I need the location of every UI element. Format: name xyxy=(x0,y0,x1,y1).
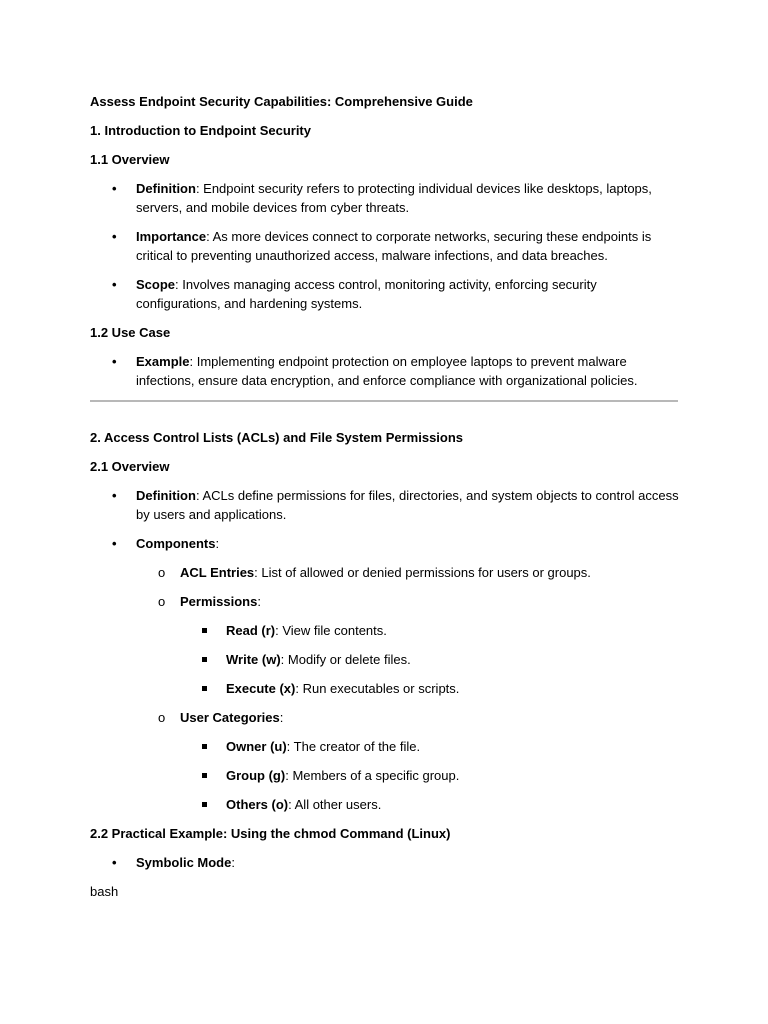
item-term: Importance xyxy=(136,229,207,244)
item-term: Components xyxy=(136,536,216,551)
list-item-components xyxy=(90,534,680,553)
item-text: : All other users. xyxy=(288,797,382,812)
list-item-scope xyxy=(90,275,680,313)
circle-bullet-icon: o xyxy=(158,565,166,580)
bullet-icon: • xyxy=(112,536,117,551)
bullet-icon: • xyxy=(112,229,117,244)
square-bullet-icon xyxy=(202,628,207,633)
section-1-2-heading: 1.2 Use Case xyxy=(90,325,171,340)
section-1-1-heading: 1.1 Overview xyxy=(90,152,170,167)
subsublist-item-write xyxy=(90,650,680,669)
square-bullet-icon xyxy=(202,773,207,778)
item-text: : View file contents. xyxy=(275,623,387,638)
item-text: : Involves managing access control, monitoring activity, enforcing security configurations, and hardening systems. xyxy=(136,277,597,311)
item-text: : ACLs define permissions for files, directories, and system objects to control access by users and applications. xyxy=(136,488,679,522)
item-term: Owner (u) xyxy=(226,739,287,754)
item-term: Symbolic Mode xyxy=(136,855,232,870)
bullet-icon: • xyxy=(112,277,117,292)
list-item-acl-definition xyxy=(90,486,680,524)
subsublist-item-owner xyxy=(90,737,680,756)
item-term: Others (o) xyxy=(226,797,289,812)
item-term: Definition xyxy=(136,488,196,503)
bullet-icon: • xyxy=(112,354,117,369)
subsublist-item-group xyxy=(90,766,680,785)
item-term: Definition xyxy=(136,181,196,196)
item-term: Write (w) xyxy=(226,652,281,667)
item-text: : Modify or delete files. xyxy=(280,652,411,667)
list-item-importance xyxy=(90,227,680,265)
square-bullet-icon xyxy=(202,686,207,691)
item-text: : Members of a specific group. xyxy=(285,768,460,783)
item-text: : Run executables or scripts. xyxy=(295,681,460,696)
item-text: : xyxy=(279,710,284,725)
document-title: Assess Endpoint Security Capabilities: Comprehensive Guide xyxy=(90,94,473,109)
item-text: : xyxy=(257,594,261,609)
subsublist-item-read xyxy=(90,621,680,640)
square-bullet-icon xyxy=(202,744,207,749)
sublist-item-acl-entries xyxy=(90,563,680,582)
bullet-icon: • xyxy=(112,181,117,196)
section-2-heading: 2. Access Control Lists (ACLs) and File System Permissions xyxy=(90,430,464,445)
circle-bullet-icon: o xyxy=(158,710,166,725)
sublist-item-permissions xyxy=(90,592,680,611)
list-item-symbolic-mode xyxy=(90,853,680,872)
list-item-definition xyxy=(90,179,680,217)
item-term: ACL Entries xyxy=(180,565,255,580)
item-text: : As more devices connect to corporate networks, securing these endpoints is critical to preventing unauthorized access, malware infections, and data breaches. xyxy=(136,229,652,263)
subsublist-item-others xyxy=(90,795,680,814)
item-term: Scope xyxy=(136,277,176,292)
section-1-heading: 1. Introduction to Endpoint Security xyxy=(90,123,311,138)
document-page xyxy=(90,92,680,901)
item-term: Execute (x) xyxy=(226,681,296,696)
subsublist-item-execute xyxy=(90,679,680,698)
bullet-icon: • xyxy=(112,488,117,503)
section-2-1-heading: 2.1 Overview xyxy=(90,459,170,474)
item-term: Example xyxy=(136,354,190,369)
item-text: : xyxy=(215,536,220,551)
square-bullet-icon xyxy=(202,657,207,662)
item-term: Group (g) xyxy=(226,768,286,783)
square-bullet-icon xyxy=(202,802,207,807)
sublist-item-user-categories xyxy=(90,708,680,727)
horizontal-divider xyxy=(90,400,678,402)
item-text: : xyxy=(231,855,235,870)
code-language-label: bash xyxy=(90,884,119,899)
item-text: : Implementing endpoint protection on employee laptops to prevent malware infections, ensure data encryption, and enforce compliance with organizational policies. xyxy=(136,354,638,388)
item-text: : List of allowed or denied permissions for users or groups. xyxy=(254,565,591,580)
bullet-icon: • xyxy=(112,855,117,870)
item-text: : The creator of the file. xyxy=(286,739,421,754)
item-text: : Endpoint security refers to protecting individual devices like desktops, laptops, servers, and mobile devices from cyber threats. xyxy=(136,181,652,215)
item-term: Permissions xyxy=(180,594,258,609)
circle-bullet-icon: o xyxy=(158,594,166,609)
item-term: Read (r) xyxy=(226,623,276,638)
item-term: User Categories xyxy=(180,710,280,725)
list-item-example xyxy=(90,352,680,390)
section-2-2-heading: 2.2 Practical Example: Using the chmod Command (Linux) xyxy=(90,826,451,841)
